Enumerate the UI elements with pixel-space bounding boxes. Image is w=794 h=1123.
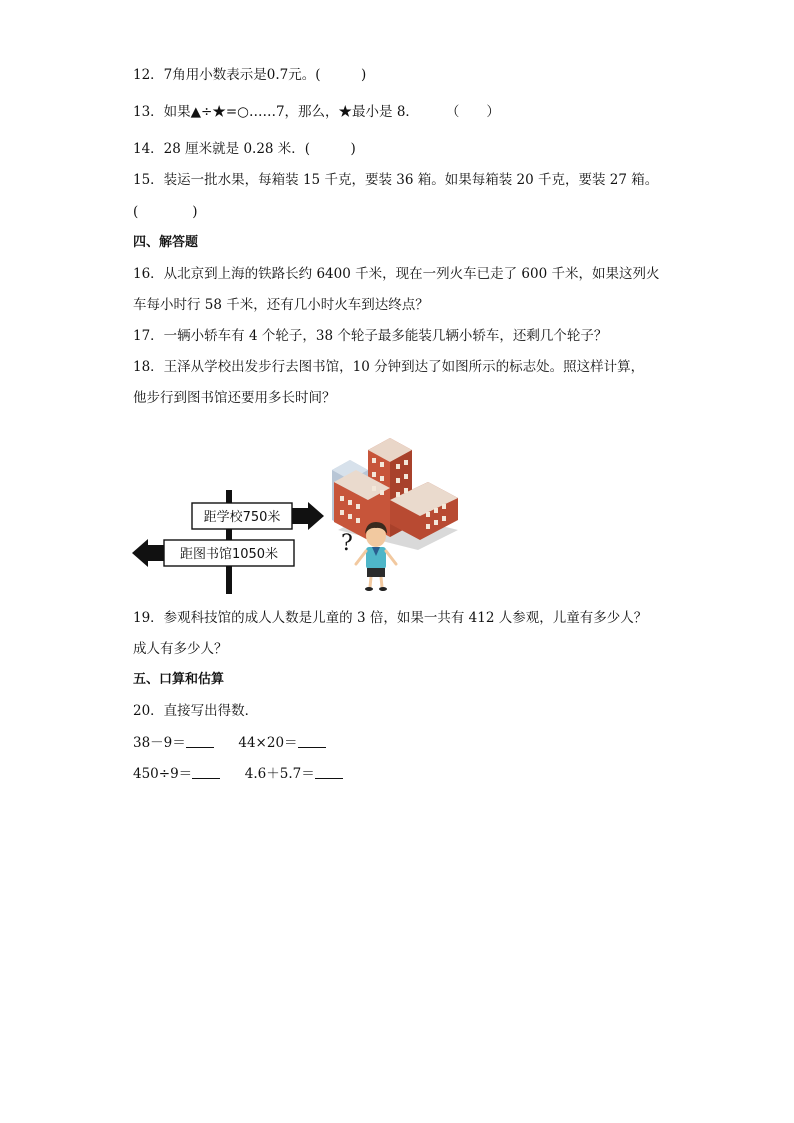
calc-item-c: 450÷9＝: [133, 765, 220, 783]
problem-16-line1: 16．从北京到上海的铁路长约 6400 千米，现在一列火车已走了 600 千米，如果这列火: [133, 266, 660, 282]
answer-blank[interactable]: [192, 766, 220, 779]
problem-18-figure: [128, 430, 468, 600]
section-heading-5: 五、口算和估算: [133, 672, 225, 687]
problem-18-line2: 他步行到图书馆还要用多长时间？: [133, 390, 336, 406]
problem-20: 20．直接写出得数．: [133, 703, 259, 719]
question-15-blank: ( ): [133, 204, 198, 220]
sign-school-text: 距学校750米: [203, 510, 281, 525]
sign-library-text: 距图书馆1050米: [179, 547, 279, 562]
question-13: 13．如果▲÷★=○……7，那么，★最小是 8． （ ）: [133, 104, 500, 120]
question-14: 14．28 厘米就是 0.28 米．( ): [133, 141, 356, 157]
question-12: 12．7角用小数表示是0.7元。( ): [133, 67, 367, 83]
problem-18-line1: 18．王泽从学校出发步行去图书馆，10 分钟到达了如图所示的标志处。照这样计算，: [133, 359, 645, 375]
calc-item-a: 38－9＝: [133, 734, 214, 752]
problem-19-line1: 19．参观科技馆的成人人数是儿童的 3 倍，如果一共有 412 人参观，儿童有多少人？: [133, 610, 648, 626]
sign-library: [132, 539, 294, 567]
answer-blank[interactable]: [315, 766, 343, 779]
answer-blank[interactable]: [186, 735, 214, 748]
calc-row-2: [133, 765, 343, 783]
question-15: 15．装运一批水果，每箱装 15 千克，要装 36 箱。如果每箱装 20 千克，要装 27 箱。: [133, 172, 659, 188]
calc-item-b: 44×20＝: [238, 734, 325, 752]
calc-row-1: [133, 734, 326, 752]
problem-19-line2: 成人有多少人？: [133, 641, 228, 657]
sign-school: [192, 502, 324, 530]
problem-17: 17．一辆小轿车有 4 个轮子，38 个轮子最多能装几辆小轿车，还剩几个轮子？: [133, 328, 608, 344]
calc-item-d: 4.6＋5.7＝: [245, 765, 343, 783]
answer-blank[interactable]: [298, 735, 326, 748]
problem-16-line2: 车每小时行 58 千米，还有几小时火车到达终点？: [133, 297, 429, 313]
question-mark: ?: [341, 531, 353, 556]
section-heading-4: 四、解答题: [133, 235, 199, 250]
